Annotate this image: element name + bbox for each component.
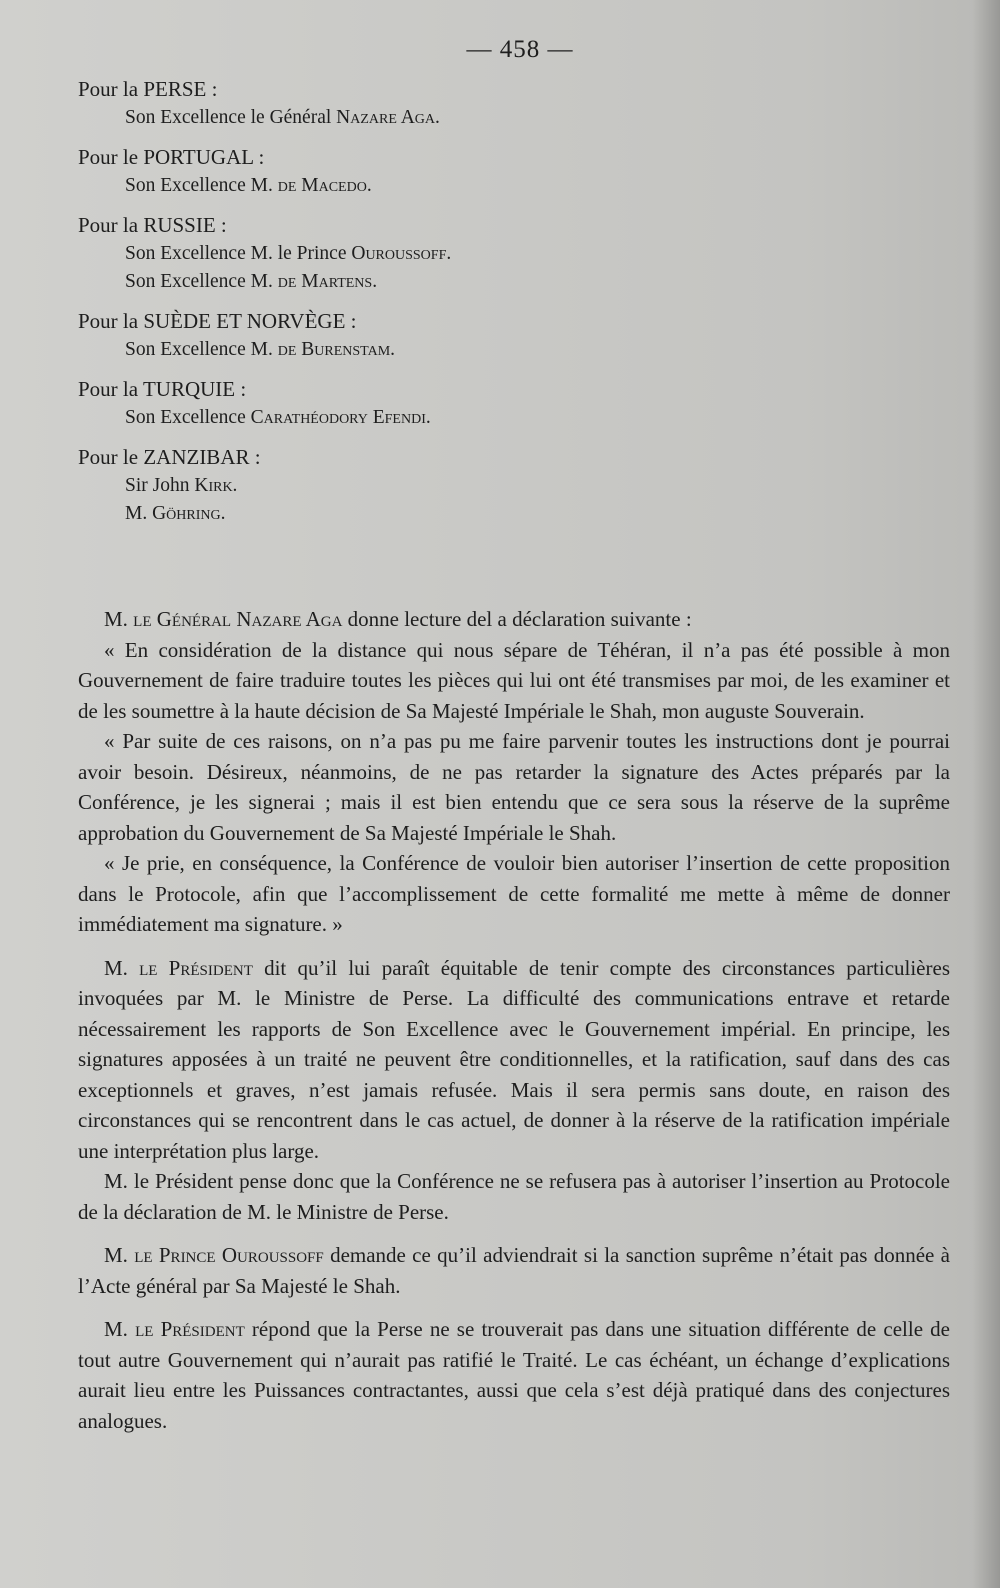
delegate-line bbox=[78, 500, 938, 528]
delegation-perse bbox=[78, 74, 938, 132]
delegate-name: de Macedo. bbox=[277, 175, 372, 196]
paragraph bbox=[78, 726, 950, 848]
delegate-line bbox=[78, 336, 938, 364]
paragraph bbox=[78, 953, 950, 1167]
country-heading: Pour la TURQUIE : bbox=[78, 377, 247, 401]
speaker-name: M. le Président bbox=[104, 955, 253, 980]
paragraph-text: M. le Président pense donc que la Conférence ne se refusera pas à autoriser l’insertion au Protocole de la déclaration de M. le Ministre de Perse. bbox=[78, 1169, 950, 1224]
paragraph bbox=[78, 1166, 950, 1227]
delegation-turquie bbox=[78, 374, 938, 432]
delegate-title: Son Excellence M. le Prince bbox=[125, 243, 352, 264]
speaker-name: M. le Président bbox=[104, 1317, 245, 1341]
country-heading: Pour le ZANZIBAR : bbox=[78, 445, 261, 469]
delegate-title: Son Excellence M. bbox=[125, 339, 278, 360]
delegate-line bbox=[78, 104, 938, 132]
paragraph-text: donne lecture del a déclaration suivante : bbox=[342, 607, 692, 631]
protocol-body bbox=[78, 604, 950, 1436]
paragraph bbox=[78, 1240, 950, 1301]
delegation-zanzibar bbox=[78, 442, 938, 528]
delegate-name: Kirk. bbox=[194, 475, 238, 496]
speaker-name: M. le Général Nazare Aga bbox=[104, 607, 343, 631]
paragraph bbox=[78, 848, 950, 940]
delegate-line bbox=[78, 268, 938, 296]
page-number: — 458 — bbox=[466, 36, 574, 63]
delegate-line bbox=[78, 240, 938, 268]
delegation-portugal bbox=[78, 142, 938, 200]
delegate-title: Son Excellence le Général bbox=[125, 107, 337, 128]
speaker-name: M. le Prince Ouroussoff bbox=[104, 1243, 324, 1267]
delegate-line bbox=[78, 404, 938, 432]
country-heading: Pour le PORTUGAL : bbox=[78, 145, 265, 169]
paragraph-text: répond que la Perse ne se trouverait pas dans une situation différente de celle de tout autre Gouvernement qui n’aurait pas ratifié le Traité. Le cas échéant, un échange d’explications aurait lieu entre les Puissances contractantes, aussi que cela s’est déjà pratiqué dans des conjectures analogues. bbox=[78, 1317, 950, 1433]
delegate-line bbox=[78, 172, 938, 200]
paragraph-text: « Par suite de ces raisons, on n’a pas pu me faire parvenir toutes les instructions dont je pourrai avoir besoin. Désireux, néanmoins, de ne pas retarder la signature des Actes préparés par la Conférence, je les signerai ; mais il est bien entendu que ce sera sous la réserve de la suprême approbation du Gouvernement de Sa Majesté Impériale le Shah. bbox=[78, 729, 950, 845]
delegate-title: Son Excellence M. bbox=[125, 175, 278, 196]
paragraph-text: « En considération de la distance qui nous sépare de Téhéran, il n’a pas été possible à mon Gouvernement de faire traduire toutes les pièces qui lui ont été transmises par moi, de les examiner et de les soumettre à la haute décision de Sa Majesté Impériale le Shah, mon auguste Souverain. bbox=[78, 637, 950, 723]
delegate-name: Ouroussoff. bbox=[351, 243, 452, 264]
paragraph bbox=[78, 635, 950, 727]
delegate-name: Nazare Aga. bbox=[336, 107, 440, 128]
delegation-list bbox=[78, 74, 938, 538]
delegate-title: Son Excellence M. bbox=[125, 271, 278, 292]
paragraph-text: demande ce qu’il adviendrait si la sanction suprême n’était pas donnée à l’Acte général par Sa Majesté le Shah. bbox=[78, 1243, 950, 1298]
delegate-line bbox=[78, 472, 938, 500]
country-heading: Pour la PERSE : bbox=[78, 77, 218, 101]
delegate-name: Carathéodory Efendi. bbox=[250, 407, 431, 428]
country-heading: Pour la RUSSIE : bbox=[78, 213, 227, 237]
delegation-suede-norvege bbox=[78, 306, 938, 364]
paragraph-text: « Je prie, en conséquence, la Conférence de vouloir bien autoriser l’insertion de cette proposition dans le Protocole, afin que l’accomplissement de cette formalité me mette à même de donner immédiatement ma signature. » bbox=[78, 851, 950, 936]
delegation-russie bbox=[78, 210, 938, 296]
paragraph bbox=[78, 1314, 950, 1436]
delegate-name: de Martens. bbox=[277, 271, 378, 292]
paragraph bbox=[78, 604, 950, 635]
delegate-title: Son Excellence bbox=[125, 407, 251, 428]
paragraph-text: dit qu’il lui paraît équitable de tenir compte des circonstances particulières invoquées par M. le Ministre de Perse. La difficulté des communications entrave et retarde nécessairement les rapports de Son Excellence avec le Gouvernement impérial. En principe, les signatures apposées à un traité ne peuvent être conditionnelles, et la ratification, sauf dans des cas exceptionnels et graves, n’est jamais refusée. Mais il sera permis sans doute, en raison des circonstances qui se rencontrent dans le cas actuel, de donner à la réserve de la ratification impériale une interprétation plus large. bbox=[78, 955, 950, 1163]
delegate-title: M. bbox=[125, 503, 153, 524]
country-heading: Pour la SUÈDE ET NORVÈGE : bbox=[78, 309, 357, 333]
delegate-name: de Burenstam. bbox=[277, 339, 396, 360]
delegate-title: Sir John bbox=[125, 475, 195, 496]
delegate-name: Göhring. bbox=[152, 503, 226, 524]
